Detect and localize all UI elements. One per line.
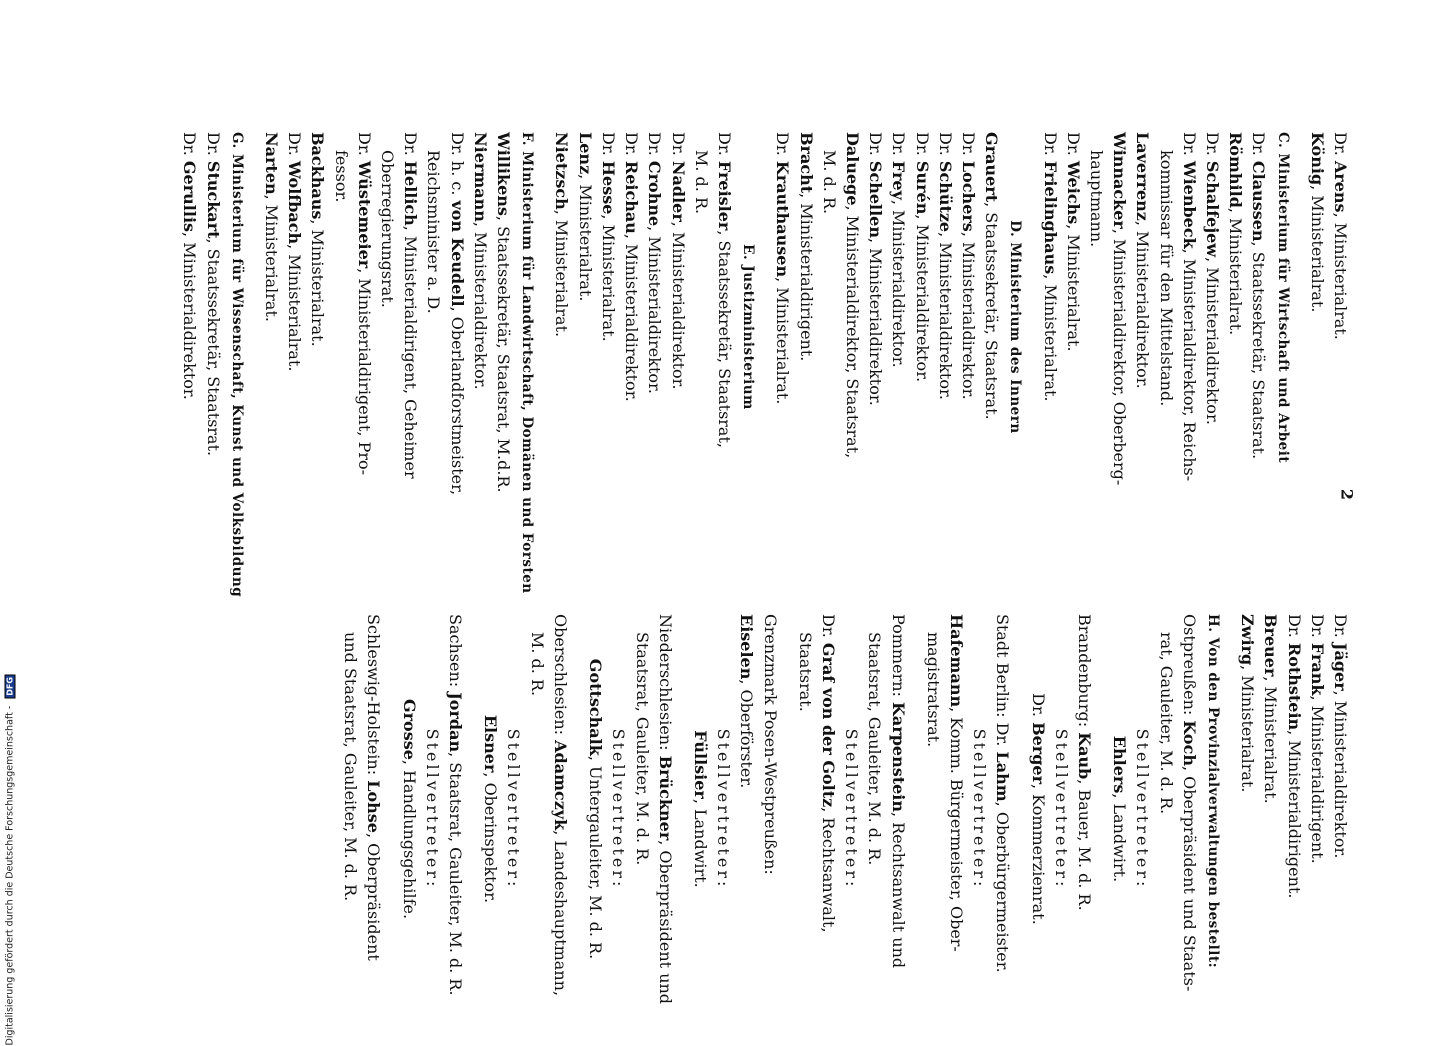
person-name: Schalfejew <box>1202 160 1222 258</box>
deputy-heading: Stellvertreter: <box>842 728 862 890</box>
person-name: Grosse <box>399 698 419 760</box>
entry-continuation: rat, Gauleiter, M. d. R. <box>1156 632 1176 815</box>
column-right <box>339 614 1352 1004</box>
spacer <box>572 614 584 1004</box>
section-heading: E. Justizministerium <box>740 244 757 410</box>
entry-continuation: kommissar für den Mittelstand. <box>1156 150 1176 407</box>
person-name: Schellen <box>866 160 886 238</box>
entry-continuation: Reichsminister a. D. <box>424 150 444 314</box>
person-name: Freisler <box>714 160 734 231</box>
entry-line: Ehlers, Landwirt. <box>1110 735 1130 883</box>
entry-continuation: M. d. R. <box>527 632 547 697</box>
person-name: Römhild <box>1226 132 1246 208</box>
person-name: Reichau <box>622 160 642 234</box>
entry-line: Dr. Arens, Ministerialrat. <box>1331 132 1350 340</box>
person-name: Stuckart <box>203 160 223 239</box>
section-heading: F. Ministerium für Landwirtschaft, Domänen und Forsten <box>519 132 536 594</box>
entry-line: Lenz, Ministerialrat. <box>575 132 595 302</box>
entry-line: Daluege, Ministerialdirektor, Staatsrat, <box>842 132 862 459</box>
person-name: Daluege <box>842 132 862 206</box>
person-name: Füllsier <box>690 730 710 799</box>
entry-line: Breuer, Ministerialrat. <box>1261 614 1281 804</box>
entry-line: Willikens, Staatssekretär, Staatsrat, M.d.R. <box>494 132 514 493</box>
spacer <box>782 614 794 1004</box>
spacer <box>1026 132 1038 522</box>
person-name: Rothstein <box>1284 642 1304 731</box>
person-name: Graf von der Goltz <box>818 642 838 808</box>
entry-line: Winnacker, Ministerialdirektor, Oberberg- <box>1110 132 1130 486</box>
person-name: Lahm <box>993 751 1013 802</box>
person-name: Frank <box>1307 642 1327 696</box>
spacer <box>385 614 397 1004</box>
entry-line: Dr. Schütze, Ministerialdirektor. <box>935 132 955 400</box>
deputy-heading: Stellvertreter: <box>504 728 524 890</box>
entry-line: König, Ministerialrat. <box>1307 132 1327 313</box>
person-name: Wienbeck <box>1179 160 1199 249</box>
entry-line: Pommern: Karpenstein, Rechtsanwalt und <box>888 614 908 969</box>
entry-line: Dr. Stuckart, Staatssekretär, Staatsrat. <box>203 132 223 457</box>
person-name: Willikens <box>494 132 514 216</box>
section-heading: H. Von den Provinzialverwaltungen bestellt: <box>1204 614 1221 969</box>
entry-line: Elsner, Oberinspektor. <box>481 714 501 904</box>
spacer <box>1096 614 1108 1004</box>
entry-line: Dr. Frielinghaus, Ministerialrat. <box>1040 132 1060 402</box>
entry-line: Stadt Berlin: Dr. Lahm, Oberbürgermeister. <box>993 614 1013 973</box>
entry-line: Dr. Gerullis, Ministerialdirektor. <box>180 132 200 400</box>
spacer <box>677 614 689 1004</box>
person-name: Lohse <box>364 780 384 833</box>
entry-line: Hafemann, Komm. Bürgermeister, Ober- <box>946 614 966 952</box>
deputy-heading: Stellvertreter: <box>970 728 990 890</box>
entry-line: Römhild, Ministerialrat. <box>1226 132 1246 336</box>
spacer <box>1294 132 1306 522</box>
entry-line: Brandenburg: Kaub, Bauer, M. d. R. <box>1074 614 1094 911</box>
entry-continuation: M. d. R. <box>819 150 839 215</box>
person-name: Backhaus <box>308 132 328 220</box>
digitization-footer <box>5 546 16 1046</box>
entry-line: Dr. Wolfbach, Ministerialrat. <box>285 132 305 372</box>
entry-line: Niermann, Ministerialdirektor. <box>470 132 490 390</box>
person-name: Wüstemeier <box>354 160 374 269</box>
person-name: Nadler <box>668 160 688 222</box>
spacer <box>538 132 550 522</box>
entry-line: Dr. Hellich, Ministerialdirigent, Geheimer <box>401 132 421 479</box>
entry-line: Dr. Berger, Kommerzienrat. <box>1028 693 1048 925</box>
entry-line: Gottschalk, Untergauleiter, M. d. R. <box>586 658 606 960</box>
entry-line: Dr. Crohne, Ministerialdirektor. <box>645 132 665 395</box>
entry-line: Dr. Hesse, Ministerialrat. <box>598 132 618 342</box>
person-name: Hellich <box>401 160 421 226</box>
person-name: Crohne <box>645 160 665 227</box>
entry-line: Eiselen, Oberförster. <box>737 614 757 789</box>
entry-line: Schleswig-Holstein: Lohse, Oberpräsident <box>364 614 384 961</box>
entry-continuation: magistratsrat. <box>923 632 943 748</box>
footer-text: Digitalisierung gefördert durch die Deutsche Forschungsgemeinschaft - <box>4 705 16 1046</box>
deputy-heading: Stellvertreter: <box>422 728 442 890</box>
entry-continuation: fessor. <box>331 150 351 203</box>
person-name: Laverrenz <box>1133 132 1153 221</box>
entry-continuation: Oberregierungsrat. <box>378 150 398 308</box>
spacer <box>1224 614 1236 1004</box>
section-heading: G. Ministerium für Wissenschaft, Kunst und Volksbildung <box>228 132 245 598</box>
entry-line: Grosse, Handlungsgehilfe. <box>399 698 419 920</box>
person-name: Kaub <box>1074 732 1094 780</box>
person-name: Hesse <box>598 160 618 215</box>
deputy-heading: Stellvertreter: <box>1133 728 1153 890</box>
entry-line: Dr. Lochers, Ministerialdirektor. <box>958 132 978 400</box>
person-name: Gottschalk <box>586 658 606 756</box>
entry-line: Füllsier, Landwirt. <box>690 730 710 888</box>
entry-line: Dr. Wüstemeier, Ministerialdirigent, Pro- <box>354 132 374 476</box>
entry-line: Dr. Frey, Ministerialdirektor. <box>889 132 909 368</box>
entry-line: Dr. Frank, Ministerialdirigent. <box>1307 614 1327 864</box>
entry-line: Dr. Reichau, Ministerialdirektor. <box>622 132 642 402</box>
person-name: Karpenstein <box>888 702 908 812</box>
person-name: Nietzsch <box>552 132 572 210</box>
person-name: Weichs <box>1063 160 1083 225</box>
person-name: Hafemann <box>946 614 966 708</box>
person-name: Gerullis <box>180 160 200 233</box>
entry-continuation: Staatsrat. <box>795 632 815 712</box>
deputy-heading: Stellvertreter: <box>714 728 734 890</box>
spacer <box>910 614 922 1004</box>
entry-line: Dr. Surén, Ministerialdirektor. <box>912 132 932 383</box>
section-heading: C. Ministerium für Wirtschaft und Arbeit <box>1274 132 1291 464</box>
person-name: Zwirg <box>1238 614 1258 666</box>
entry-line: Sachsen: Jordan, Staatsrat, Gauleiter, M. d. R. <box>446 614 466 996</box>
entry-line: Dr. Weichs, Ministerialrat. <box>1063 132 1083 352</box>
deputy-heading: Stellvertreter: <box>609 728 629 890</box>
entry-continuation: hauptmann. <box>1086 150 1106 248</box>
person-name: Lenz <box>575 132 595 175</box>
person-name: Surén <box>912 160 932 215</box>
entry-line: Dr. Claussen, Staatssekretär, Staatsrat. <box>1249 132 1269 460</box>
entry-continuation: und Staatsrat, Gauleiter, M. d. R. <box>341 632 361 902</box>
person-name: Niermann <box>470 132 490 222</box>
person-name: Frey <box>889 160 909 200</box>
entry-line: Niederschlesien: Brückner, Oberpräsident und <box>655 614 675 1005</box>
entry-line: Dr. Krauthausen, Ministerialrat. <box>773 132 793 405</box>
entry-line: Dr. Graf von der Goltz, Rechtsanwalt, <box>818 614 838 933</box>
column-left <box>178 132 1352 598</box>
page-number: 2 <box>1337 488 1357 501</box>
deputy-heading: Stellvertreter: <box>1051 728 1071 890</box>
person-name: Frielinghaus <box>1040 160 1060 275</box>
person-name: Elsner <box>481 714 501 773</box>
entry-line: Bracht, Ministerialdirigent. <box>796 132 816 362</box>
person-name: Jordan <box>446 692 466 753</box>
entry-line: Laverrenz, Ministerialdirektor. <box>1133 132 1153 389</box>
person-name: Claussen <box>1249 160 1269 242</box>
person-name: von Keudell <box>447 200 467 307</box>
person-name: Narten <box>262 132 282 195</box>
dfg-logo: DFG <box>5 674 16 699</box>
entry-line: Dr. Freisler, Staatssekretär, Staatsrat, <box>714 132 734 448</box>
person-name: Lochers <box>958 160 978 232</box>
section-heading: D. Ministerium des Innern <box>1007 220 1024 434</box>
entry-line: Dr. h. c. von Keudell, Oberlandforstmeister, <box>447 132 467 496</box>
entry-line: Dr. Schalfejew, Ministerialdirektor. <box>1202 132 1222 425</box>
person-name: Winnacker <box>1110 132 1130 229</box>
entry-line: Dr. Nadler, Ministerialdirektor. <box>668 132 688 390</box>
person-name: Koch <box>1179 720 1199 766</box>
entry-line: Grenzmark Posen-Westpreußen: <box>760 614 780 875</box>
spacer <box>467 614 479 1004</box>
spacer <box>759 132 771 522</box>
entry-line: Nietzsch, Ministerialrat. <box>552 132 572 338</box>
entry-line: Dr. Rothstein, Ministerialdirigent. <box>1284 614 1304 899</box>
entry-line: Dr. Wienbeck, Ministerialdirektor, Reichs- <box>1179 132 1199 482</box>
person-name: Adamczyk <box>550 740 570 831</box>
entry-continuation: Staatsrat, Gauleiter, M. d. R. <box>865 632 885 866</box>
entry-line: Ostpreußen: Koch, Oberpräsident und Staats- <box>1179 614 1199 992</box>
entry-line: Oberschlesien: Adamczyk, Landeshauptmann, <box>550 614 570 997</box>
person-name: Bracht <box>796 132 816 194</box>
person-name: Arens <box>1331 160 1350 213</box>
person-name: König <box>1307 132 1327 186</box>
person-name: Brückner <box>655 755 675 841</box>
spacer <box>1014 614 1026 1004</box>
person-name: Eiselen <box>737 614 757 680</box>
person-name: Jäger <box>1331 642 1350 691</box>
entry-line: Dr. Schellen, Ministerialdirektor. <box>866 132 886 406</box>
person-name: Schütze <box>935 160 955 233</box>
person-name: Ehlers <box>1110 735 1130 794</box>
person-name: Wolfbach <box>285 160 305 245</box>
entry-line: Zwirg, Ministerialrat. <box>1238 614 1258 793</box>
entry-line: Grauert, Staatssekretär, Staatsrat. <box>982 132 1002 420</box>
spacer <box>248 132 260 522</box>
entry-line: Narten, Ministerialrat. <box>262 132 282 322</box>
person-name: Grauert <box>982 132 1002 203</box>
entry-continuation: Staatsrat, Gauleiter, M. d. R. <box>632 632 652 866</box>
person-name: Berger <box>1028 722 1048 784</box>
entry-line: Dr. Jäger, Ministerialdirektor. <box>1331 614 1350 859</box>
person-name: Krauthausen <box>773 160 793 278</box>
page-content <box>142 132 1352 1005</box>
entry-continuation: M. d. R. <box>691 150 711 215</box>
entry-line: Backhaus, Ministerialrat. <box>308 132 328 347</box>
person-name: Breuer <box>1261 614 1281 677</box>
